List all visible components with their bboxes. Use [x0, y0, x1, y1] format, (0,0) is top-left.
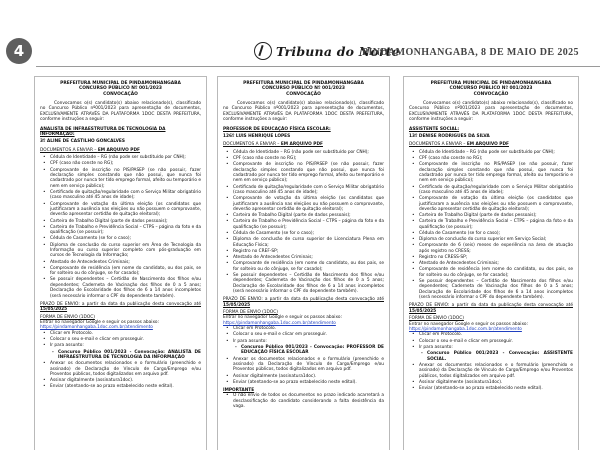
document-item: • Certificado de quitação/regularidade com o Serviço Militar obrigatório (caso masculino até 45 anos de idade);: [223, 185, 384, 196]
documents-title: [40, 148, 201, 153]
step-item: • Enviar (atentando-se ao prazo estabelecido neste edital).: [223, 380, 384, 385]
newspaper-logo-icon: [254, 42, 272, 60]
document-item: • Se possuir dependentes – Certidão de Nascimento dos filhos e/ou dependentes; Caderneta de Vacinação dos filhos de 0 a 5 anos; Declaração de Escolaridade dos filhos de 6 a 14 anos incompletos (será necessário informar o CPF do dependente também).: [40, 277, 201, 299]
deadline-label: PRAZO DE ENVIO: a partir da data da publicação desta convocação até: [409, 303, 573, 309]
step-item: • Assinar digitalmente (assinatura1doc).: [223, 374, 384, 379]
document-item: • Cédula de Casamento (se for o caso);: [40, 236, 201, 241]
deadline: [223, 297, 384, 308]
document-item: • Carteira de Trabalho e Previdência Social – CTPS – página da foto e da qualificação (se possuir);: [409, 219, 573, 230]
step-item: • Assinar digitalmente (assinatura1doc).: [40, 378, 201, 383]
notice-header-line: CONCURSO PÚBLICO Nº 001/2023: [262, 86, 345, 92]
step-item: • Assinar digitalmente (assinatura1doc).: [409, 380, 573, 385]
documents-title-label: DOCUMENTOS A ENVIAR –: [40, 147, 98, 153]
steps-list: [223, 326, 384, 385]
notice-header-line: PREFEITURA MUNICIPAL DE PINDAMONHANGABA: [430, 81, 552, 86]
step-item: • Ir para assunto:: [409, 345, 573, 350]
document-item: • CPF (caso não conste no RG);: [40, 161, 201, 166]
dateline: PINDAMONHANGABA, 8 DE MAIO DE 2025: [362, 47, 579, 58]
document-item: • Carteira de Trabalho e Previdência Social – CTPS – página da foto e da qualificação (se possuir);: [223, 219, 384, 230]
submission-link[interactable]: https://pindamonhangaba.1doc.com.br/atendimento: [409, 327, 522, 333]
submission-link[interactable]: https://pindamonhangaba.1doc.com.br/atendimento: [223, 320, 336, 326]
position-title: PROFESSOR DE EDUCAÇÃO FÍSICA ESCOLAR:: [223, 126, 331, 132]
notice-header-line: CONVOCAÇÃO: [103, 91, 138, 97]
documents-title-label: DOCUMENTOS A ENVIAR –: [409, 142, 467, 148]
notice-header-line: CONCURSO PÚBLICO Nº 001/2023: [79, 86, 162, 92]
documents-title: [223, 142, 384, 147]
deadline-label: PRAZO DE ENVIO: a partir da data da publicação desta convocação até: [40, 301, 201, 307]
document-item: • Cédula de Identidade – RG (não pode ser substituído por CNH);: [40, 155, 201, 160]
document-item: • Cédula de Casamento (se for o caso);: [409, 231, 573, 236]
notice-header-line: CONVOCAÇÃO: [473, 91, 509, 97]
document-item: • Diploma de conclusão do curso superior em Serviço Social;: [409, 237, 573, 242]
deadline-date: 15/05/2025: [409, 308, 437, 314]
form-of-delivery-title: FORMA DE ENVIO (1DOC): [40, 314, 95, 320]
notice-header-line: CONCURSO PÚBLICO Nº 001/2023: [449, 86, 533, 92]
documents-title-format: EM ARQUIVO PDF: [466, 142, 509, 148]
notice-intro: Convocamos o(s) candidato(s) abaixo relacionado(s), classificado no Concurso Público nº001/2023 para apresentação de documentos, EXCLUSIVAMENTE ATRAVÉS DA PLATAFORMA 1DOC DESTA PREFEITURA, conforme instruções a seguir:: [40, 100, 201, 123]
step-item: • Colocar o seu e-mail e clicar em prosseguir.: [409, 339, 573, 344]
document-item: • Carteira de Trabalho e Previdência Social – CTPS – página da foto e da qualificação (se possuir);: [40, 225, 201, 236]
important-title: IMPORTANTE: [223, 387, 255, 393]
submission-link[interactable]: https://pindamonhangaba.1doc.com.br/atendimento: [40, 325, 153, 331]
newspaper-title: Tribuna do Norte: [276, 43, 400, 59]
document-item: • Atestado de Antecedentes Criminais;: [40, 260, 201, 265]
important-list: [223, 393, 384, 409]
page-number-badge: 4: [6, 38, 32, 64]
document-item: • Certificado de quitação/regularidade com o Serviço Militar obrigatório (caso masculino até 45 anos de idade);: [409, 185, 573, 196]
step-item: • Enviar (atentando-se ao prazo estabelecido neste edital).: [40, 384, 201, 389]
notice-header-line: PREFEITURA MUNICIPAL DE PINDAMONHANGABA: [243, 81, 364, 86]
deadline: [40, 302, 201, 313]
notice-intro: Convocamos o(s) candidato(s) abaixo relacionado(s), classificado no Concurso Público nº001/2023 para apresentação de documentos, EXCLUSIVAMENTE ATRAVÉS DA PLATAFORMA 1DOC DESTA PREFEITURA, conforme instruções a seguir:: [223, 100, 384, 123]
document-item: • Diploma de conclusão de curso superior de Licenciatura Plena em Educação Física;: [223, 237, 384, 248]
candidate-name: 126º LUIS HENRIQUE LOPES: [223, 133, 291, 139]
step-item: • Anexar os documentos relacionados e o formulário (preenchido e assinado) da Declaração de Vínculo de Cargo/Emprego e/ou Proventos públicos, todos digitalizados em arquivo pdf.: [409, 363, 573, 379]
steps-intro: Entrar no navegador Google e seguir os passos abaixo:: [409, 321, 528, 327]
step-item: • Anexar os documentos relacionados e o formulário (preenchido e assinado) de Declaração de Vínculo de Cargo/Emprego e/ou Proventos públicos, todos digitalizados em arquivo pdf.: [40, 361, 201, 377]
notice-column-2: [217, 76, 390, 450]
position-title: ANALISTA DE INFRAESTRUTURA DE TECNOLOGIA DA INFORMAÇÃO:: [40, 126, 166, 137]
document-item: • Cédula de Casamento (se for o caso);: [223, 231, 384, 236]
header-rule: [36, 66, 600, 67]
document-item: • Cédula de Identidade – RG (não pode ser substituído por CNH);: [223, 150, 384, 155]
documents-list: [409, 150, 573, 301]
document-item: • Comprovante de residência (em nome do candidato, ou dos pais, se for solteiro ou do cônjuge, se for casado);: [409, 267, 573, 278]
important-item: • O não envio de todos os documentos no prazo indicado acarretará a desclassificação do candidato considerando a falta desistência da vaga.: [223, 393, 384, 409]
step-item: - Concurso Público 001/2023 - Convocação: ANALISTA DE INFRAESTRUTURA DE TECNOLOGIA DA INFORMAÇÃO: [40, 350, 201, 361]
document-item: • CPF (caso não conste no RG);: [409, 156, 573, 161]
document-item: • Comprovante de inscrição no PIS/PASEP (se não possuir, fazer declaração simples constando que não possui, que nunca foi cadastrado por nunca ter tido emprego formal, afeito ou temporário e nem em serviço público);: [223, 162, 384, 184]
notice-header-line: PREFEITURA MUNICIPAL DE PINDAMONHANGABA: [60, 81, 181, 86]
candidate-name: 3º ALINE DE CASTILHO GONCALVES: [40, 139, 125, 145]
document-item: • Comprovante de residência (em nome do candidato, ou dos pais, se for solteiro ou do cônjuge, se for casado);: [40, 266, 201, 277]
document-item: • Diploma de conclusão do curso superior em Área de Tecnologia da Informação ou curso superior completo com pós-graduação em cursos de Tecnologia da Informação;: [40, 243, 201, 259]
steps-list: [40, 331, 201, 390]
step-item: • Ir para assunto:: [223, 339, 384, 344]
document-item: • Carteira de Trabalho Digital (parte de dados pessoais);: [223, 213, 384, 218]
steps-intro: Entrar no navegador Google e seguir os passos abaixo:: [40, 320, 159, 326]
document-item: • Comprovante de inscrição no PIS/PASEP (se não possuir, fazer declaração simples constando que não possui, que nunca foi cadastrado por nunca ter tido emprego formal, afeito ou temporário e nem em serviço público);: [409, 162, 573, 184]
notice-intro: Convocamos o(s) candidato(s) abaixo relacionado(s), classificado no Concurso Público nº001/2023 para apresentação de documentos, EXCLUSIVAMENTE ATRAVÉS DA PLATAFORMA 1DOC DESTA PREFEITURA, conforme instruções a seguir:: [409, 100, 573, 123]
deadline: [409, 303, 573, 314]
step-item: • Clicar em Protocolo.: [223, 326, 384, 331]
document-item: • Atestado de Antecedentes Criminais;: [409, 261, 573, 266]
position-title: ASSISTENTE SOCIAL:: [409, 126, 460, 132]
steps-list: [409, 332, 573, 391]
step-item: - Concurso Público 001/2023 - Convocação: ASSISTENTE SOCIAL.: [409, 351, 573, 362]
document-item: • Se possuir dependentes – Certidão de Nascimento dos filhos e/ou dependentes; Caderneta de Vacinação dos filhos de 0 a 5 anos; Declaração de Escolaridade dos filhos de 6 a 14 anos incompletos (será necessário informar o CPF do dependente também).: [409, 279, 573, 301]
deadline-date: 15/05/2025: [223, 302, 251, 308]
step-item: • Clicar em Protocolo.: [40, 331, 201, 336]
step-item: • Ir para assunto:: [40, 343, 201, 348]
document-item: • Comprovante de inscrição no PIS/PASEP (se não possuir, fazer declaração simples constando que não possui, que nunca foi cadastrado por nunca ter tido emprego formal, afeito ou temporário e nem em serviço público);: [40, 168, 201, 190]
step-item: • Enviar (atentando-se ao prazo estabelecido neste edital).: [409, 386, 573, 391]
document-item: • Cédula de Identidade – RG (não pode ser substituído por CNH);: [409, 150, 573, 155]
step-item: • Anexar os documentos relacionados e o formulário (preenchido e assinado) da Declaração de Vínculo de Cargo/Emprego e/ou Proventos públicos, todos digitalizados em arquivo pdf.: [223, 357, 384, 373]
document-item: • Comprovante de residência (em nome do candidato, ou dos pais, se for solteiro ou do cônjuge, se for casado);: [223, 261, 384, 272]
deadline-label: PRAZO DE ENVIO: a partir da data da publicação desta convocação até: [223, 297, 384, 303]
documents-title-label: DOCUMENTOS A ENVIAR –: [223, 142, 281, 148]
deadline-date: 15/05/2025: [40, 307, 68, 313]
document-item: • Registro no CRESS-SP;: [409, 255, 573, 260]
step-item: - Concurso Público 001/2023 - Convocação: PROFESSOR DE EDUCAÇÃO FÍSICA ESCOLAR: [223, 345, 384, 356]
document-item: • Registro no CREF-SP;: [223, 249, 384, 254]
documents-list: [40, 155, 201, 299]
form-of-delivery-title: FORMA DE ENVIO (1DOC): [409, 316, 464, 322]
document-item: • Carteira de Trabalho Digital (parte de dados pessoais);: [409, 213, 573, 218]
document-item: • Comprovante de votação da última eleição (os candidatos que justificaram a ausência nas eleições ou não possuem o comprovante, deverão apresentar certidão de quitação eleitoral);: [40, 202, 201, 218]
document-item: • Comprovante de 6 (seis) meses de experiência na área de atuação após registro no CRESS;: [409, 243, 573, 254]
documents-title-format: EM ARQUIVO PDF: [97, 147, 140, 153]
documents-list: [223, 150, 384, 295]
document-item: • Atestado de Antecedentes Criminais;: [223, 255, 384, 260]
notice-header-line: CONVOCAÇÃO: [286, 91, 321, 97]
notice-column-1: [34, 76, 207, 450]
documents-title: [409, 142, 573, 147]
document-item: • Comprovante de votação da última eleição (os candidatos que justificaram a ausência nas eleições ou não possuem o comprovante, deverão apresentar certidão de quitação eleitoral);: [223, 196, 384, 212]
candidate-name: 13º DENISE RODRIGUES DA SILVA: [409, 133, 490, 139]
step-item: • Colocar o seu e-mail e clicar em prosseguir.: [223, 332, 384, 337]
step-item: • Clicar em Protocolo.: [409, 332, 573, 337]
step-item: • Colocar o seu e-mail e clicar em prosseguir.: [40, 337, 201, 342]
steps-intro: Entrar no navegador Google e seguir os passos abaixo:: [223, 315, 342, 321]
document-item: • Comprovante de votação da última eleição (os candidatos que justificaram a ausência nas eleições ou não possuem o comprovante, deverão apresentar certidão de quitação eleitoral);: [409, 196, 573, 212]
notice-column-3: [403, 76, 579, 450]
document-item: • Se possuir dependentes – Certidão de Nascimento dos filhos e/ou dependentes; Caderneta de Vacinação dos filhos de 0 a 5 anos; Declaração de Escolaridade dos filhos de 6 a 14 anos incompletos (será necessário informar o CPF do dependente também).: [223, 273, 384, 295]
document-item: • Certificado de quitação/regularidade com o Serviço Militar obrigatório (caso masculino até 45 anos de idade);: [40, 190, 201, 201]
document-item: • CPF (caso não conste no RG);: [223, 156, 384, 161]
form-of-delivery-title: FORMA DE ENVIO (1DOC): [223, 310, 278, 316]
documents-title-format: EM ARQUIVO PDF: [280, 142, 323, 148]
document-item: • Carteira de Trabalho Digital (parte de dados pessoais);: [40, 219, 201, 224]
